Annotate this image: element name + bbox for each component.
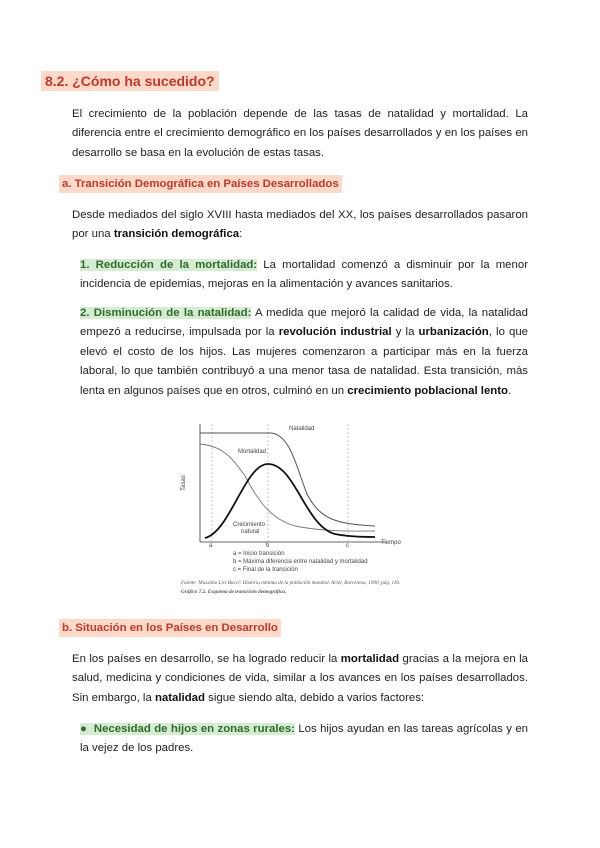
list-item-2-text-3: , lo que elevó el costo de los hijos. Las mujeres comenzaron a participar más en la fuerza laboral, lo que también contribuyó a una menor tasa de natalidad. Esta transición, más lenta en algunos países que en otros, culminó en un bbox=[80, 326, 529, 397]
para-text-post: sigue siendo alta, debido a varios factores: bbox=[204, 691, 425, 704]
list-item-2-text-1: A medida que mejoró la calidad de vida, la natalidad empezó a reducirse, impulsada por la bbox=[80, 307, 528, 339]
bullet-item-1-text: Los hijos ayudan en las tareas agrícolas y en la vejez de los padres. bbox=[80, 723, 528, 755]
legend-c: c = Final de la transición bbox=[233, 567, 298, 573]
legend-a: a = Inicio transición bbox=[233, 551, 285, 557]
list-item-2-text-4: . bbox=[508, 384, 512, 397]
para-text-pre: En los países en desarrollo, se ha logrado reducir la bbox=[72, 653, 341, 665]
section-title-text: ¿Cómo ha sucedido? bbox=[72, 73, 215, 89]
list-item-2-bold-1: revolución industrial bbox=[278, 326, 392, 339]
figure-caption: Gráfico 7.2. Esquema de transición demográfica. bbox=[181, 589, 287, 595]
figure-source: Fuente: Massimo Livi Bacci: Historia mínima de la población mundial. Ariel, Barcelona, 1990, pág. 110. bbox=[181, 580, 401, 586]
list-item-2-text-2: y la bbox=[391, 326, 419, 339]
section-number: 8.2. bbox=[45, 73, 69, 89]
label-crecimiento: Crecimiento bbox=[233, 522, 266, 528]
section-intro: El crecimiento de la población depende de las tasas de natalidad y mortalidad. La diferencia entre el crecimiento demográfico en los países desarrollados y en los países en desarrollo se basa en la evolución de estas tasas. bbox=[72, 108, 528, 159]
bullet-item-1-label-text: Necesidad de hijos en zonas rurales: bbox=[93, 723, 295, 735]
subsection-a-intro bbox=[72, 206, 528, 245]
para-text-mid: gracias a la mejora en la salud, medicina y condiciones de vida, similar a los avances en los países desarrollados. Sin embargo, la bbox=[72, 653, 529, 704]
list-item-1-label: 1. Reducción de la mortalidad: bbox=[80, 259, 258, 271]
label-natalidad: Natalidad bbox=[289, 426, 315, 432]
demographic-transition-figure bbox=[180, 414, 415, 609]
intro-text-post: : bbox=[239, 228, 243, 241]
tick-a: a bbox=[209, 543, 213, 549]
list-item-2-label: 2. Disminución de la natalidad: bbox=[80, 307, 252, 319]
list-item-1 bbox=[80, 256, 528, 295]
tick-c: c bbox=[346, 543, 349, 549]
list-item-2-bold-2: urbanización bbox=[418, 326, 489, 339]
bullet-item-1-label bbox=[80, 723, 295, 735]
legend-b: b = Máxima diferencia entre natalidad y mortalidad bbox=[233, 559, 368, 565]
subsection-b-heading: b. Situación en los Países en Desarrollo bbox=[59, 619, 281, 637]
natalidad-curve bbox=[200, 433, 375, 526]
list-item-2-bold-3: crecimiento poblacional lento bbox=[347, 384, 508, 397]
list-item-2 bbox=[80, 304, 528, 401]
crecimiento-curve bbox=[205, 464, 375, 538]
label-natural: natural bbox=[241, 529, 260, 535]
list-item-1-text: La mortalidad comenzó a disminuir por la menor incidencia de epidemias, mejoras en la alimentación y avances sanitarios. bbox=[80, 259, 528, 291]
bullet-item-1 bbox=[80, 720, 528, 759]
tick-b: b bbox=[266, 543, 270, 549]
subsection-a-heading: a. Transición Demográfica en Países Desarrollados bbox=[59, 175, 342, 193]
intro-bold: transición demográfica bbox=[113, 228, 240, 241]
para-bold-2: natalidad bbox=[154, 691, 205, 704]
intro-text-pre: Desde mediados del siglo XVIII hasta mediados del XX, los países desarrollados pasaron por una bbox=[72, 209, 528, 241]
label-mortalidad: Mortalidad bbox=[238, 449, 267, 455]
label-tiempo: Tiempo bbox=[381, 540, 401, 546]
bullet-icon: ● bbox=[80, 723, 88, 735]
label-tasas: Tasas bbox=[180, 475, 187, 491]
subsection-b-para bbox=[72, 650, 528, 708]
para-bold-1: mortalidad bbox=[340, 653, 400, 665]
section-title bbox=[41, 71, 219, 91]
